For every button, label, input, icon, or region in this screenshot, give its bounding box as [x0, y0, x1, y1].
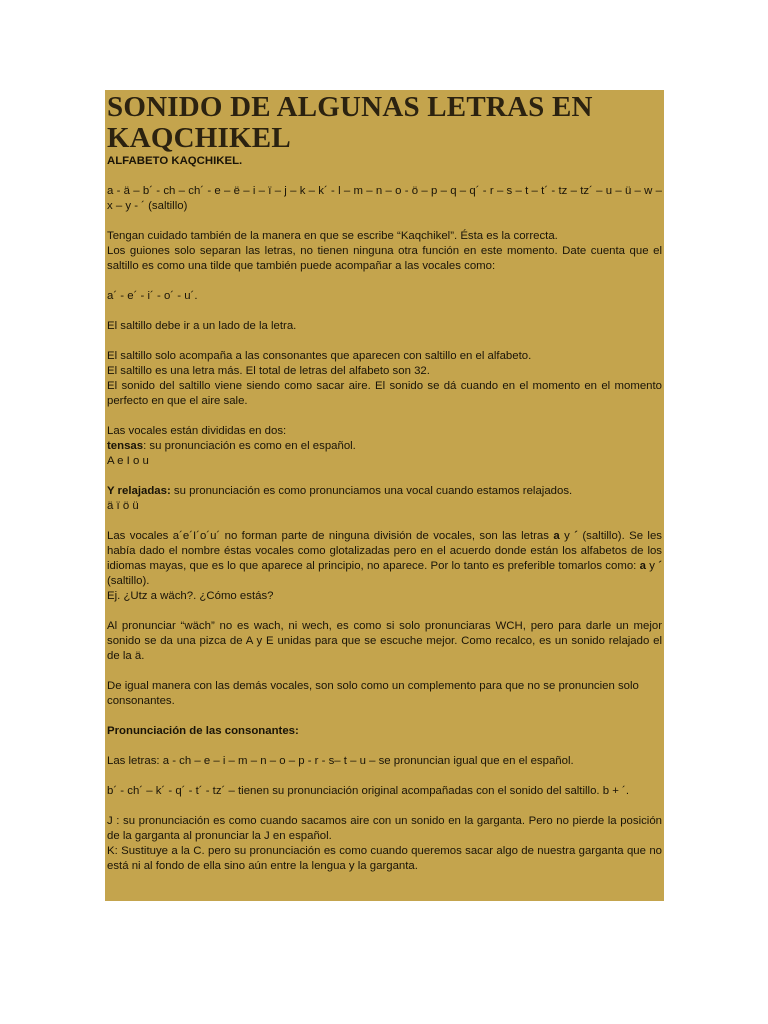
p6-bold-a: a — [553, 530, 560, 542]
document-title: SONIDO DE ALGUNAS LETRAS EN KAQCHIKEL — [107, 91, 593, 154]
paragraph-5 — [107, 424, 662, 469]
relajadas-line — [107, 484, 662, 499]
p6-text-b: y — [559, 530, 575, 542]
paragraph-10: b´ - ch´ – k´ - q´ - t´ - tz´ – tienen su pronunciación original acompañadas con el sonido del saltillo. b + ´. — [107, 785, 630, 797]
paragraph-4a: El saltillo solo acompaña a las consonantes que aparecen con saltillo en el alfabeto. — [107, 350, 532, 362]
paragraph-1: Tengan cuidado también de la manera en que se escribe “Kaqchikel”. Ésta es la correcta. — [107, 230, 558, 242]
paragraph-7: Al pronunciar “wäch” no es wach, ni wech, es como si solo pronunciaras WCH, pero para darle un mejor sonido se da una pizca de A y E unidas para que se escuche mejor. Como recalco, es un sonido relajado el de la ä. — [107, 620, 662, 662]
paragraph-11b: K: Sustituye a la C. pero su pronunciación es como cuando queremos sacar algo de nuestra garganta que no está ni al fondo de ella sino aún entre la lengua y la garganta. — [107, 845, 662, 872]
p6-bold-b: ´ — [574, 530, 578, 542]
example-line: Ej. ¿Utz a wäch?. ¿Cómo estás? — [107, 590, 274, 602]
relajadas-text: su pronunciación es como pronunciamos una vocal cuando estamos relajados. — [170, 485, 573, 497]
document-block — [105, 90, 664, 901]
paragraph-9: Las letras: a - ch – e – i – m – n – o – p - r - s– t – u – se pronuncian igual que en el español. — [107, 755, 574, 767]
paragraph-5a: Las vocales están divididas en dos: — [107, 425, 287, 437]
paragraph-4c: El sonido del saltillo viene siendo como sacar aire. El sonido se dá cuando en el momento en el momento perfecto en que el aire sale. — [107, 380, 662, 407]
tensas-vowels: A e I o u — [107, 455, 149, 467]
paragraph-6-body — [107, 529, 662, 589]
paragraph-6 — [107, 529, 662, 604]
p6-bold-d: ´ — [658, 560, 662, 572]
paragraph-8: De igual manera con las demás vocales, son solo como un complemento para que no se pronuncien solo consonantes. — [107, 680, 639, 707]
relajadas-vowels: ä ï ö ü — [107, 500, 139, 512]
consonants-heading-text: Pronunciación de las consonantes: — [107, 725, 299, 737]
tensas-label: tensas — [107, 440, 144, 452]
relajadas-label: Y relajadas: — [107, 485, 171, 497]
paragraph-4b: El saltillo es una letra más. El total de letras del alfabeto son 32. — [107, 365, 430, 377]
tensas-line — [107, 439, 662, 454]
paragraph-3: El saltillo debe ir a un lado de la letra. — [107, 320, 297, 332]
paragraph-11a: J : su pronunciación es como cuando sacamos aire con un sonido en la garganta. Pero no pierde la posición de la garganta al pronunciar la J en español. — [107, 815, 662, 842]
consonants-heading — [107, 724, 662, 739]
paragraph-relajadas — [107, 484, 662, 514]
p6-text-e: (saltillo). — [107, 575, 150, 587]
p6-text-a: Las vocales a´e´I´o´u´ no forman parte de ninguna división de vocales, son las letras — [107, 530, 554, 542]
paragraph-11 — [107, 814, 662, 874]
document-subtitle: ALFABETO KAQCHIKEL. — [107, 155, 243, 167]
p6-text-d: y — [645, 560, 659, 572]
p6-bold-c: a — [639, 560, 646, 572]
paragraph-4 — [107, 349, 662, 409]
tensas-text: : su pronunciación es como en el español. — [143, 440, 356, 452]
p6-text-c: (saltillo). Se les había dado el nombre éstas vocales como glotalizadas pero en el acuerdo donde están los alfabetos de los idiomas mayas, que es lo que aparece al principio, no aparece. Por lo tanto es preferible tomarlos como: — [107, 530, 662, 572]
alphabet-line: a - ä – b´ - ch – ch´ - e – ë – i – ï – j – k – k´ - l – m – n – o - ö – p – q – q´ - r – s – t – t´ - tz – tz´ – u – ü – w – x – y - ´ (saltillo) — [107, 185, 662, 212]
paragraph-2: Los guiones solo separan las letras, no tienen ninguna otra función en este momento. Date cuenta que el saltillo es como una tilde que también puede acompañar a las vocales como: — [107, 245, 662, 272]
vowels-saltillo: a´ - e´ - i´ - o´ - u´. — [107, 290, 198, 302]
